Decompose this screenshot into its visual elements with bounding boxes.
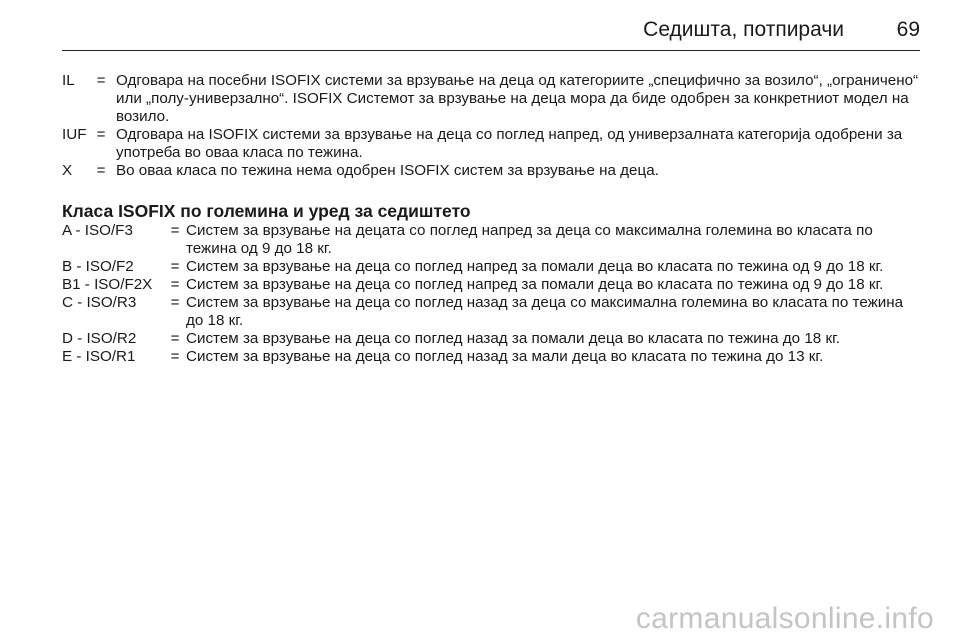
equals-sign: = (170, 294, 180, 311)
section-title: Класа ISOFIX по големина и уред за седиштето (62, 201, 471, 221)
equals-sign: = (170, 330, 180, 347)
size-class-term: E - ISO/R1 (62, 348, 136, 365)
equals-sign: = (170, 222, 180, 239)
definition-term: X (62, 162, 73, 179)
equals-sign: = (170, 348, 180, 365)
size-class-term: B - ISO/F2 (62, 258, 134, 275)
equals-sign: = (170, 258, 180, 275)
equals-sign: = (96, 126, 106, 143)
size-class-term: D - ISO/R2 (62, 330, 137, 347)
definition-text: Одговара на ISOFIX системи за врзување на деца со поглед напред, од универзалната категорија одобрени за употреба во оваа класа по тежина. (116, 126, 903, 161)
size-class-text: Систем за врзување на децата со поглед напред за деца со максимална големина во класата по тежина од 9 до 18 кг. (186, 222, 873, 257)
definition-term: IUF (62, 126, 87, 143)
size-class-row (62, 330, 922, 348)
definition-row (62, 162, 922, 180)
size-class-list (62, 222, 922, 366)
equals-sign: = (96, 162, 106, 179)
definition-text: Во оваа класа по тежина нема одобрен ISOFIX систем за врзување на деца. (116, 162, 659, 179)
size-class-row (62, 294, 922, 330)
size-class-text: Систем за врзување на деца со поглед назад за мали деца во класата по тежина до 13 кг. (186, 348, 824, 365)
size-class-term: C - ISO/R3 (62, 294, 137, 311)
size-class-text: Систем за врзување на деца со поглед напред за помали деца во класата по тежина од 9 до 18 кг. (186, 276, 884, 293)
equals-sign: = (96, 72, 106, 89)
equals-sign: = (170, 276, 180, 293)
page-title: Седишта, потпирачи (643, 18, 844, 41)
size-class-term: B1 - ISO/F2X (62, 276, 153, 293)
size-class-text: Систем за врзување на деца со поглед назад за помали деца во класата по тежина до 18 кг. (186, 330, 841, 347)
definition-term: IL (62, 72, 75, 89)
size-class-text: Систем за врзување на деца со поглед напред за помали деца во класата по тежина од 9 до 18 кг. (186, 258, 884, 275)
definition-text: Одговара на посебни ISOFIX системи за врзување на деца од категориите „специфично за возило“, „ограничено“ или „полу-универзално“. ISOFIX Системот за врзување на деца мора да биде одобрен за конкретниот модел на возило. (116, 72, 919, 125)
size-class-row (62, 222, 922, 258)
watermark: carmanualsonline.info (635, 602, 934, 635)
size-class-row (62, 258, 922, 276)
size-class-term: A - ISO/F3 (62, 222, 133, 239)
definitions-list (62, 72, 922, 180)
page-number: 69 (896, 18, 920, 41)
page-header (62, 14, 920, 51)
size-class-row (62, 276, 922, 294)
definition-row (62, 126, 922, 162)
size-class-row (62, 348, 922, 366)
size-class-text: Систем за врзување на деца со поглед назад за деца со максимална големина во класата по тежина до 18 кг. (186, 294, 904, 329)
definition-row (62, 72, 922, 126)
